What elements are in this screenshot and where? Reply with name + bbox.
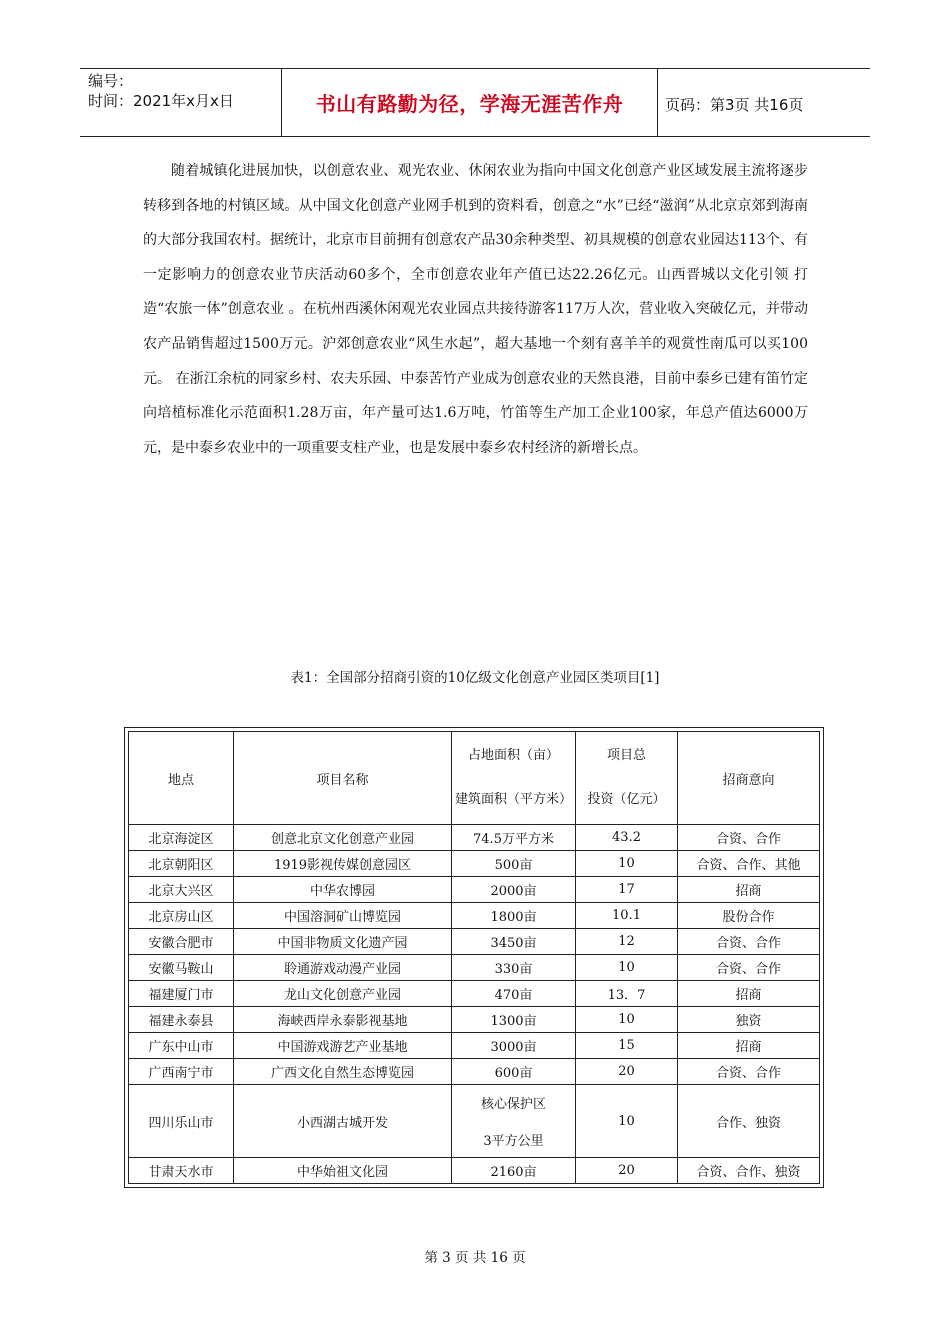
cell-project: 中国非物质文化遗产园	[234, 929, 452, 955]
cell-area: 330亩	[452, 955, 576, 981]
cell-area: 600亩	[452, 1059, 576, 1085]
cell-location: 福建厦门市	[129, 981, 234, 1007]
table-caption: 表1：全国部分招商引资的10亿级文化创意产业园区类项目[1]	[290, 670, 660, 686]
page-header	[80, 68, 870, 137]
header-area-bottom: 建筑面积（平方米）	[454, 792, 572, 807]
table-row	[129, 1033, 820, 1059]
number-label: 编号：	[88, 72, 134, 90]
cell-area: 3450亩	[452, 929, 576, 955]
cell-intent: 合资、合作	[678, 929, 820, 955]
table-row	[129, 903, 820, 929]
cell-area: 1800亩	[452, 903, 576, 929]
cell-location: 广东中山市	[129, 1033, 234, 1059]
cell-project: 海峡西岸永泰影视基地	[234, 1007, 452, 1033]
cell-intent: 合资、合作	[678, 825, 820, 851]
header-area-top: 占地面积（亩）	[467, 748, 559, 763]
cell-intent: 合资、合作	[678, 1059, 820, 1085]
cell-invest: 10.1	[576, 903, 678, 929]
cell-location: 北京海淀区	[129, 825, 234, 851]
page-number-label: 页码：第3页 共16页	[665, 96, 804, 114]
motto-cell	[281, 69, 658, 136]
cell-intent: 合资、合作、独资	[678, 1158, 820, 1184]
body-paragraph: 随着城镇化进展加快，以创意农业、观光农业、休闲农业为指向中国文化创意产业区域发展主流将逐步转移到各地的村镇区域。从中国文化创意产业网手机到的资料看，创意之“水”已经“滋润”从北京京郊到海南的大部分我国农村。据统计，北京市目前拥有创意农产品30余种类型、初具规模的创意农业园达113个、有一定影响力的创意农业节庆活动60多个，全市创意农业年产值已达22.26亿元。山西晋城以文化引领 打造“农旅一体”创意农业 。在杭州西溪休闲观光农业园点共接待游客117万人次，营业收入突破亿元，并带动农产品销售超过1500万元。沪郊创意农业“风生水起”，超大基地一个刻有喜羊羊的观赏性南瓜可以买100元。 在浙江余杭的同家乡村、农夫乐园、中泰苦竹产业成为创意农业的天然良港，目前中泰乡已建有笛竹定向培植标准化示范面积1.28万亩，年产量可达1.6万吨，竹笛等生产加工企业100家，年总产值达6000万元，是中泰乡农业中的一项重要支柱产业，也是发展中泰乡农村经济的新增长点。	[143, 163, 808, 456]
cell-area-bottom: 3平方公里	[483, 1134, 544, 1149]
motto: 书山有路勤为径，学海无涯苦作舟	[315, 92, 624, 116]
cell-invest: 20	[576, 1158, 678, 1184]
table-row	[129, 929, 820, 955]
table-header-row	[129, 732, 820, 825]
cell-location: 安徽马鞍山	[129, 955, 234, 981]
cell-intent: 招商	[678, 877, 820, 903]
cell-invest: 43.2	[576, 825, 678, 851]
cell-invest: 10	[576, 1085, 678, 1158]
cell-location: 北京朝阳区	[129, 851, 234, 877]
cell-invest: 15	[576, 1033, 678, 1059]
cell-intent: 股份合作	[678, 903, 820, 929]
cell-project: 小西湖古城开发	[234, 1085, 452, 1158]
table-row	[129, 877, 820, 903]
cell-intent: 合资、合作	[678, 955, 820, 981]
cell-area: 1300亩	[452, 1007, 576, 1033]
cell-invest: 17	[576, 877, 678, 903]
cell-invest: 10	[576, 1007, 678, 1033]
cell-location: 北京房山区	[129, 903, 234, 929]
table-row	[129, 955, 820, 981]
cell-area: 470亩	[452, 981, 576, 1007]
cell-project: 聆通游戏动漫产业园	[234, 955, 452, 981]
table-row	[129, 851, 820, 877]
cell-area: 3000亩	[452, 1033, 576, 1059]
table-row	[129, 1085, 820, 1158]
cell-location: 四川乐山市	[129, 1085, 234, 1158]
cell-location: 安徽合肥市	[129, 929, 234, 955]
cell-project: 1919影视传媒创意园区	[234, 851, 452, 877]
header-project: 项目名称	[234, 732, 452, 825]
time-label: 时间：2021年x月x日	[88, 92, 234, 110]
cell-project: 龙山文化创意产业园	[234, 981, 452, 1007]
cell-invest: 20	[576, 1059, 678, 1085]
table-row	[129, 1059, 820, 1085]
header-invest-top: 项目总	[606, 748, 646, 763]
cell-invest: 12	[576, 929, 678, 955]
cell-intent: 招商	[678, 981, 820, 1007]
cell-location: 北京大兴区	[129, 877, 234, 903]
table-row	[129, 1158, 820, 1184]
cell-location: 广西南宁市	[129, 1059, 234, 1085]
table-row	[129, 825, 820, 851]
cell-project: 创意北京文化创意产业园	[234, 825, 452, 851]
cell-invest: 10	[576, 955, 678, 981]
table-row	[129, 1007, 820, 1033]
page-footer: 第 3 页 共 16 页	[424, 1250, 526, 1266]
projects-table	[124, 727, 824, 1188]
cell-area: 2000亩	[452, 877, 576, 903]
cell-intent: 招商	[678, 1033, 820, 1059]
cell-invest: 13．7	[576, 981, 678, 1007]
cell-area: 74.5万平方米	[452, 825, 576, 851]
cell-intent: 独资	[678, 1007, 820, 1033]
cell-project: 中华农博园	[234, 877, 452, 903]
table-row	[129, 981, 820, 1007]
cell-project: 中国溶洞矿山博览园	[234, 903, 452, 929]
cell-intent: 合资、合作、其他	[678, 851, 820, 877]
header-location: 地点	[129, 732, 234, 825]
header-invest	[576, 732, 678, 825]
cell-area	[452, 1085, 576, 1158]
cell-project: 中华始祖文化园	[234, 1158, 452, 1184]
cell-intent: 合作、独资	[678, 1085, 820, 1158]
cell-area-top: 核心保护区	[480, 1097, 546, 1112]
cell-location: 福建永泰县	[129, 1007, 234, 1033]
cell-area: 2160亩	[452, 1158, 576, 1184]
cell-area: 500亩	[452, 851, 576, 877]
cell-invest: 10	[576, 851, 678, 877]
header-meta	[88, 71, 234, 111]
cell-location: 甘肃天水市	[129, 1158, 234, 1184]
header-area	[452, 732, 576, 825]
cell-project: 广西文化自然生态博览园	[234, 1059, 452, 1085]
header-invest-bottom: 投资（亿元）	[587, 792, 666, 807]
header-intent: 招商意向	[678, 732, 820, 825]
cell-project: 中国游戏游艺产业基地	[234, 1033, 452, 1059]
